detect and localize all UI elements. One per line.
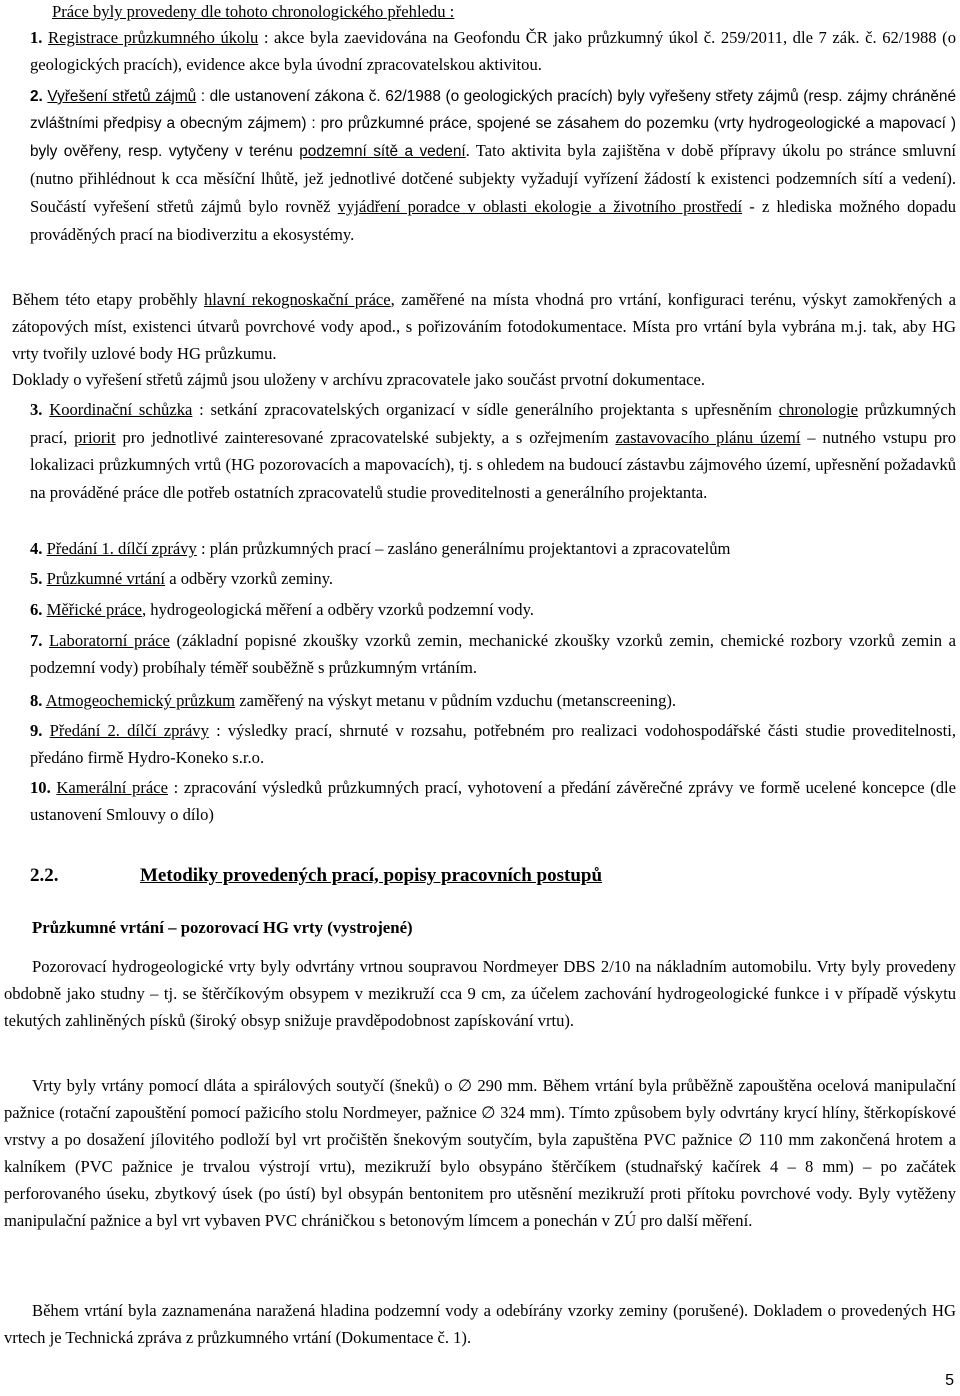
item-2-rekognoskace-link[interactable]: hlavní rekognoskační práce xyxy=(203,290,391,309)
item-2-continuation-2: Doklady o vyřešení střetů zájmů jsou uloženy v archívu zpracovatele jako součást prvotní dokumentace. xyxy=(12,370,706,389)
list-item-7: 7. Laboratorní práce (základní popisné zkoušky vzorků zemin, mechanické zkoušky vzorků zemin, chemické rozbory vzorků zemin a podzemní vody) probíhaly téměř souběžně s průzkumným vrtáním. xyxy=(30,631,956,677)
paragraph-1: Pozorovací hydrogeologické vrty byly odvrtány vrtnou soupravou Nordmeyer DBS 2/10 na nákladním automobilu. Vrty byly provedeny obdobně jako studny – tj. se štěrčíkovým obsypem v mezikruží cca 9 cm, za účelem zachování hydrogeologické funkce i v případě výskytu tekutých zahliněných písků (široký obsyp snižuje pravděpodobnost zapískování vrtu). xyxy=(4,957,956,1030)
list-item-9: 9. Předání 2. dílčí zprávy : výsledky prací, shrnuté v rozsahu, potřebném pro realizaci vodohospodářské části studie proveditelnosti, předáno firmě Hydro-Koneko s.r.o. xyxy=(30,721,956,767)
item-1-link[interactable]: Registrace průzkumného úkolu xyxy=(48,28,259,47)
list-item-6: 6. Měřické práce, hydrogeologická měření a odběry vzorků podzemní vody. xyxy=(30,600,534,619)
list-item-10: 10. Kamerální práce : zpracování výsledků průzkumných prací, vyhotovení a předání závěrečné zprávy ve formě ucelené koncepce (dle ustanovení Smlouvy o dílo) xyxy=(30,778,956,824)
paragraph-2: Vrty byly vrtány pomocí dláta a spirálových soutyčí (šneků) o ∅ 290 mm. Během vrtání byla průběžně zapouštěna ocelová manipulační pažnice (rotační zapouštění pomocí pažicího stolu Nordmeyer, pažnice ∅ 324 mm). Tímto způsobem byly odvrtány krycí hlíny, štěrkopískové vrstvy a po dosažení jílovitého podloží byl vrt pročištěn šnekovým soutyčím, byla zapuštěna PVC pažnice ∅ 110 mm zakončená hrotem a kalníkem (PVC pažnice je trvalou výstrojí vrtu), mezikruží bylo obsypáno štěrčíkem (studnařský kačírek 4 – 8 mm) – po začátek perforovaného úseku, zbytkový úsek (po ústí) byl obsypán bentonitem pro utěsnění mezikruží proti přítoku povrchové vody. Byly vytěženy manipulační pažnice a byl vrt vybaven PVC chráničkou s betonovým límcem a ponechán v ZÚ pro další měření. xyxy=(4,1076,956,1230)
intro-line: Práce byly provedeny dle tohoto chronologického přehledu : xyxy=(52,2,455,21)
item-2-continuation-1: Během této etapy proběhly hlavní rekognoskační práce, zaměřené na místa vhodná pro vrtání, konfiguraci terénu, výskyt zamokřených a zátopových míst, existenci útvarů povrchové vody apod., s pořizováním fotodokumentace. Místa pro vrtání byla vybrána m.j. tak, aby HG vrty tvořily uzlové body HG průzkumu. xyxy=(12,290,956,363)
subheading: Průzkumné vrtání – pozorovací HG vrty (vystrojené) xyxy=(32,918,413,937)
list-item-8: 8. Atmogeochemický průzkum zaměřený na výskyt metanu v půdním vzduchu (metanscreening). xyxy=(30,691,677,710)
section-number: 2.2. xyxy=(30,865,59,886)
page-number: 5 xyxy=(945,1372,954,1389)
section-title: Metodiky provedených prací, popisy pracovních postupů xyxy=(140,865,603,886)
list-item-1: 1. Registrace průzkumného úkolu : akce byla zaevidována na Geofondu ČR jako průzkumný úkol č. 259/2011, dle 7 zák. č. 62/1988 (o geologických pracích), evidence akce byla úvodní zpracovatelskou aktivitou. xyxy=(30,28,956,74)
list-item-5: 5. Průzkumné vrtání a odběry vzorků zeminy. xyxy=(30,569,334,588)
list-item-3: 3. Koordinační schůzka : setkání zpracovatelských organizací v sídle generálního projektanta s upřesněním chronologie průzkumných prací, priorit pro jednotlivé zainteresované zpracovatelské subjekty, a s ozřejmením zastavovacího plánu území – nutného vstupu pro lokalizaci průzkumných vrtů (HG pozorovacích a mapovacích), tj. s ohledem na budoucí zástavbu zájmového území, upřesnění požadavků na prováděné práce dle potřeb ostatních zpracovatelů studie proveditelnosti a generálního projektanta. xyxy=(30,400,957,502)
paragraph-3: Během vrtání byla zaznamenána naražená hladina podzemní vody a odebírány vzorky zeminy (porušené). Dokladem o provedených HG vrtech je Technická zpráva z průzkumného vrtání (Dokumentace č. 1). xyxy=(4,1301,956,1347)
item-2-link-3[interactable]: vyjádření poradce v oblasti ekologie a životního prostředí xyxy=(337,197,743,216)
item-2-link[interactable]: Vyřešení střetů zájmů xyxy=(47,88,197,105)
item-2-link-2[interactable]: podzemní sítě a vedení xyxy=(299,143,466,160)
list-item-2: 2. Vyřešení střetů zájmů : dle ustanovení zákona č. 62/1988 (o geologických pracích) byly vyřešeny střety zájmů (resp. zájmy chráněné zvláštními předpisy a obecným zájmem) : pro průzkumné práce, spojené se zásahem do pozemku (vrty hydrogeologické a mapovací ) byly ověřeny, resp. vytyčeny v terénu podzemní sítě a vedení. Tato aktivita byla zajištěna v době přípravy úkolu po stránce smluvní (nutno přihlédnout k cca měsíční lhůtě, jež jednotlivé dotčené subjekty vyžadují vyřízení žádostí k existenci podzemních sítí a vedení). Součástí vyřešení střetů zájmů bylo rovněž vyjádření poradce v oblasti ekologie a životního prostředí - z hlediska možného dopadu prováděných prací na biodiverzitu a ekosystémy. xyxy=(30,88,957,244)
list-item-4: 4. Předání 1. dílčí zprávy : plán průzkumných prací – zasláno generálnímu projektantovi a zpracovatelům xyxy=(30,539,731,558)
